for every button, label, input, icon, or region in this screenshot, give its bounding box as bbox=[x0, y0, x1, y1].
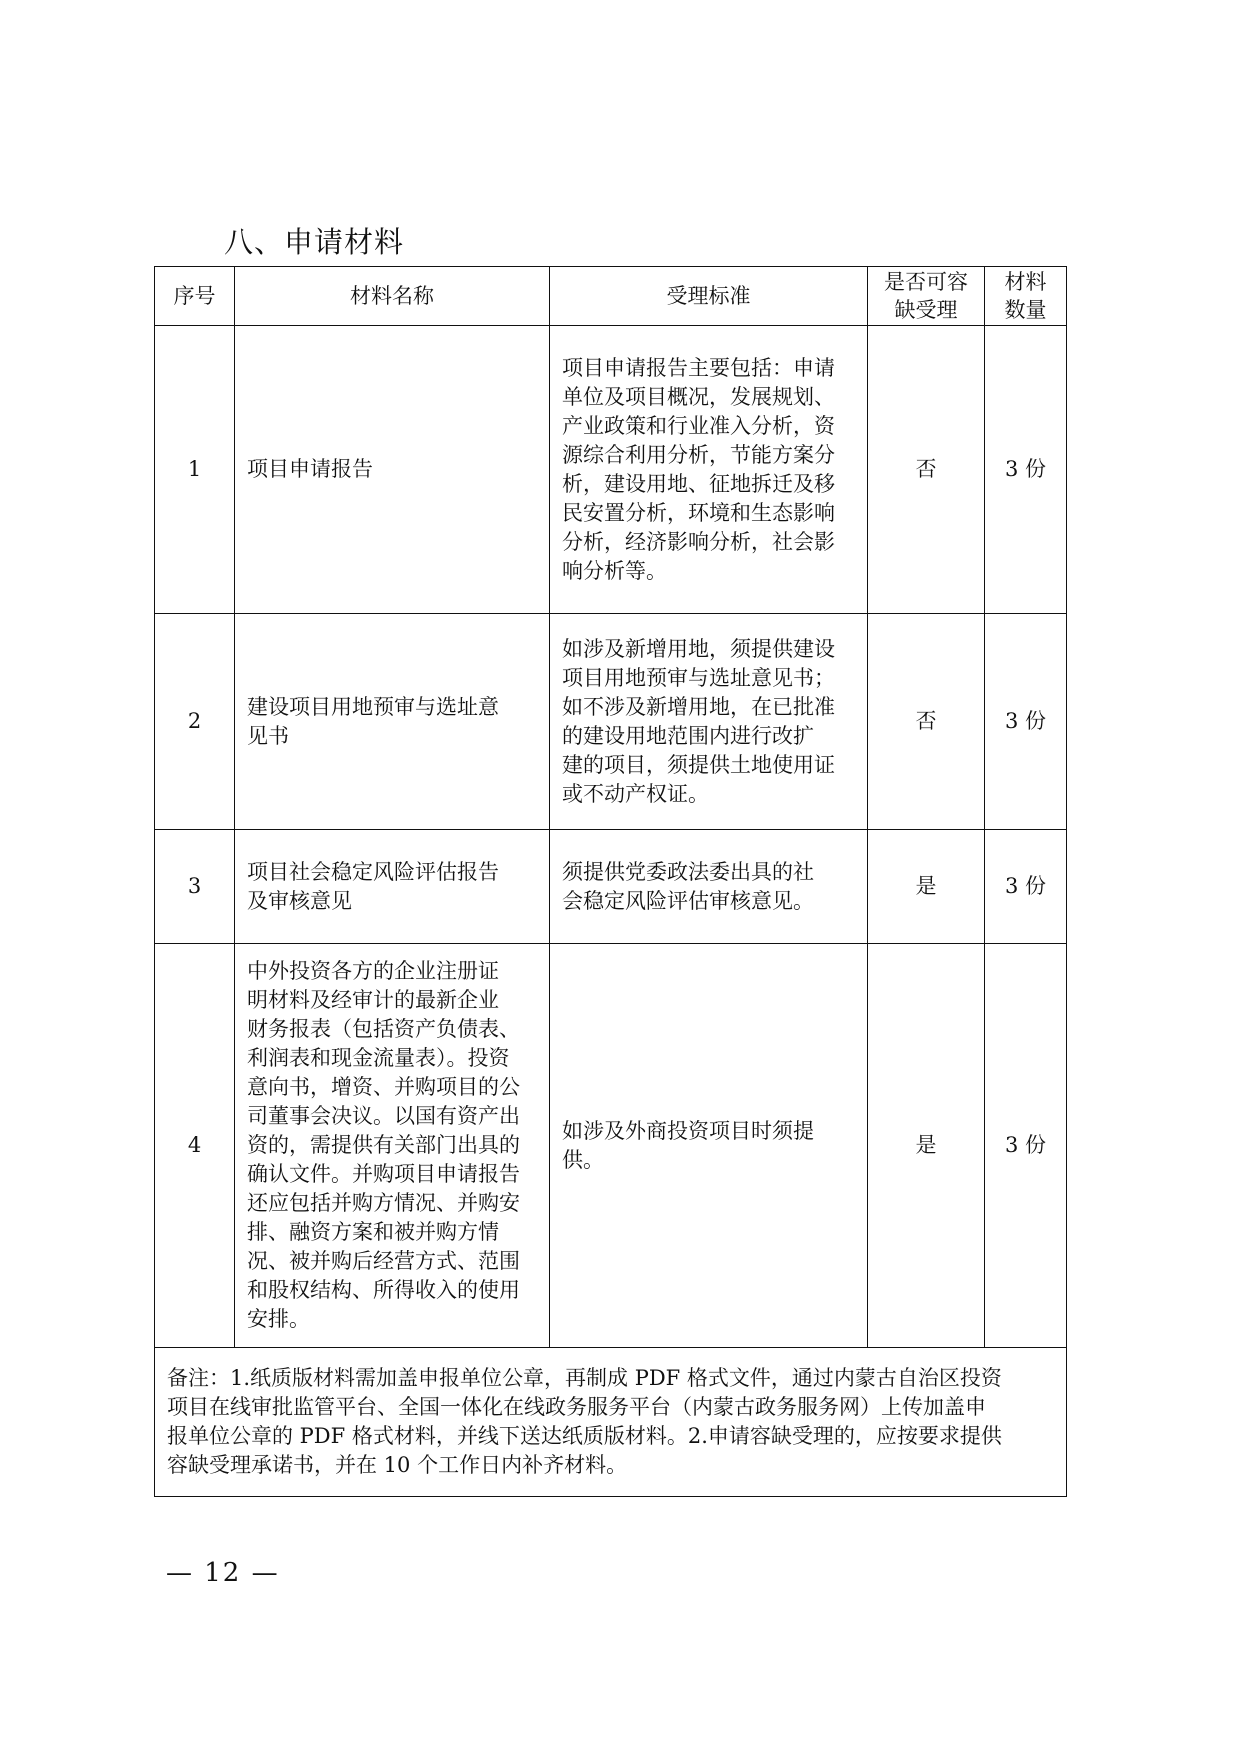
page-number: — 12 — bbox=[166, 1558, 280, 1588]
header-name: 材料名称 bbox=[235, 267, 550, 326]
row-name: 项目申请报告 bbox=[235, 326, 550, 614]
row-standard: 如涉及新增用地，须提供建设 项目用地预审与选址意见书； 如不涉及新增用地，在已批准 的建设用地范围内进行改扩 建的项目，须提供土地使用证 或不动产权证。 bbox=[550, 614, 868, 830]
header-standard: 受理标准 bbox=[550, 267, 868, 326]
row-seq: 4 bbox=[155, 944, 235, 1348]
table-header-row bbox=[155, 267, 1067, 326]
table-row bbox=[155, 326, 1067, 614]
row-name: 项目社会稳定风险评估报告 及审核意见 bbox=[235, 830, 550, 944]
header-seq: 序号 bbox=[155, 267, 235, 326]
table-row bbox=[155, 614, 1067, 830]
table-note: 备注：1.纸质版材料需加盖申报单位公章，再制成 PDF 格式文件，通过内蒙古自治区投资 项目在线审批监管平台、全国一体化在线政务服务平台（内蒙古政务服务网）上传加盖申 报单位公章的 PDF 格式材料，并线下送达纸质版材料。2.申请容缺受理的，应按要求提供 容缺受理承诺书，并在 10 个工作日内补齐材料。 bbox=[155, 1348, 1067, 1497]
table-row bbox=[155, 830, 1067, 944]
row-quantity: 3 份 bbox=[985, 830, 1067, 944]
row-tolerance: 否 bbox=[868, 326, 985, 614]
table-row bbox=[155, 944, 1067, 1348]
row-tolerance: 否 bbox=[868, 614, 985, 830]
header-tolerance: 是否可容 缺受理 bbox=[868, 267, 985, 326]
row-tolerance: 是 bbox=[868, 830, 985, 944]
row-name: 建设项目用地预审与选址意 见书 bbox=[235, 614, 550, 830]
row-quantity: 3 份 bbox=[985, 326, 1067, 614]
row-standard: 须提供党委政法委出具的社 会稳定风险评估审核意见。 bbox=[550, 830, 868, 944]
row-seq: 2 bbox=[155, 614, 235, 830]
materials-table bbox=[154, 266, 1067, 1497]
row-seq: 1 bbox=[155, 326, 235, 614]
row-standard: 如涉及外商投资项目时须提 供。 bbox=[550, 944, 868, 1348]
row-quantity: 3 份 bbox=[985, 944, 1067, 1348]
row-name: 中外投资各方的企业注册证 明材料及经审计的最新企业 财务报表（包括资产负债表、 利润表和现金流量表）。投资 意向书，增资、并购项目的公 司董事会决议。以国有资产出 资的，需提供有关部门出具的 确认文件。并购项目申请报告 还应包括并购方情况、并购安 排、融资方案和被并购方情 况、被并购后经营方式、范围 和股权结构、所得收入的使用 安排。 bbox=[235, 944, 550, 1348]
header-quantity: 材料 数量 bbox=[985, 267, 1067, 326]
row-quantity: 3 份 bbox=[985, 614, 1067, 830]
row-standard: 项目申请报告主要包括：申请 单位及项目概况，发展规划、 产业政策和行业准入分析，资 源综合利用分析，节能方案分 析，建设用地、征地拆迁及移 民安置分析，环境和生态影响 分析，经济影响分析，社会影 响分析等。 bbox=[550, 326, 868, 614]
row-seq: 3 bbox=[155, 830, 235, 944]
section-title: 八、申请材料 bbox=[224, 225, 405, 259]
row-tolerance: 是 bbox=[868, 944, 985, 1348]
note-row bbox=[155, 1348, 1067, 1497]
